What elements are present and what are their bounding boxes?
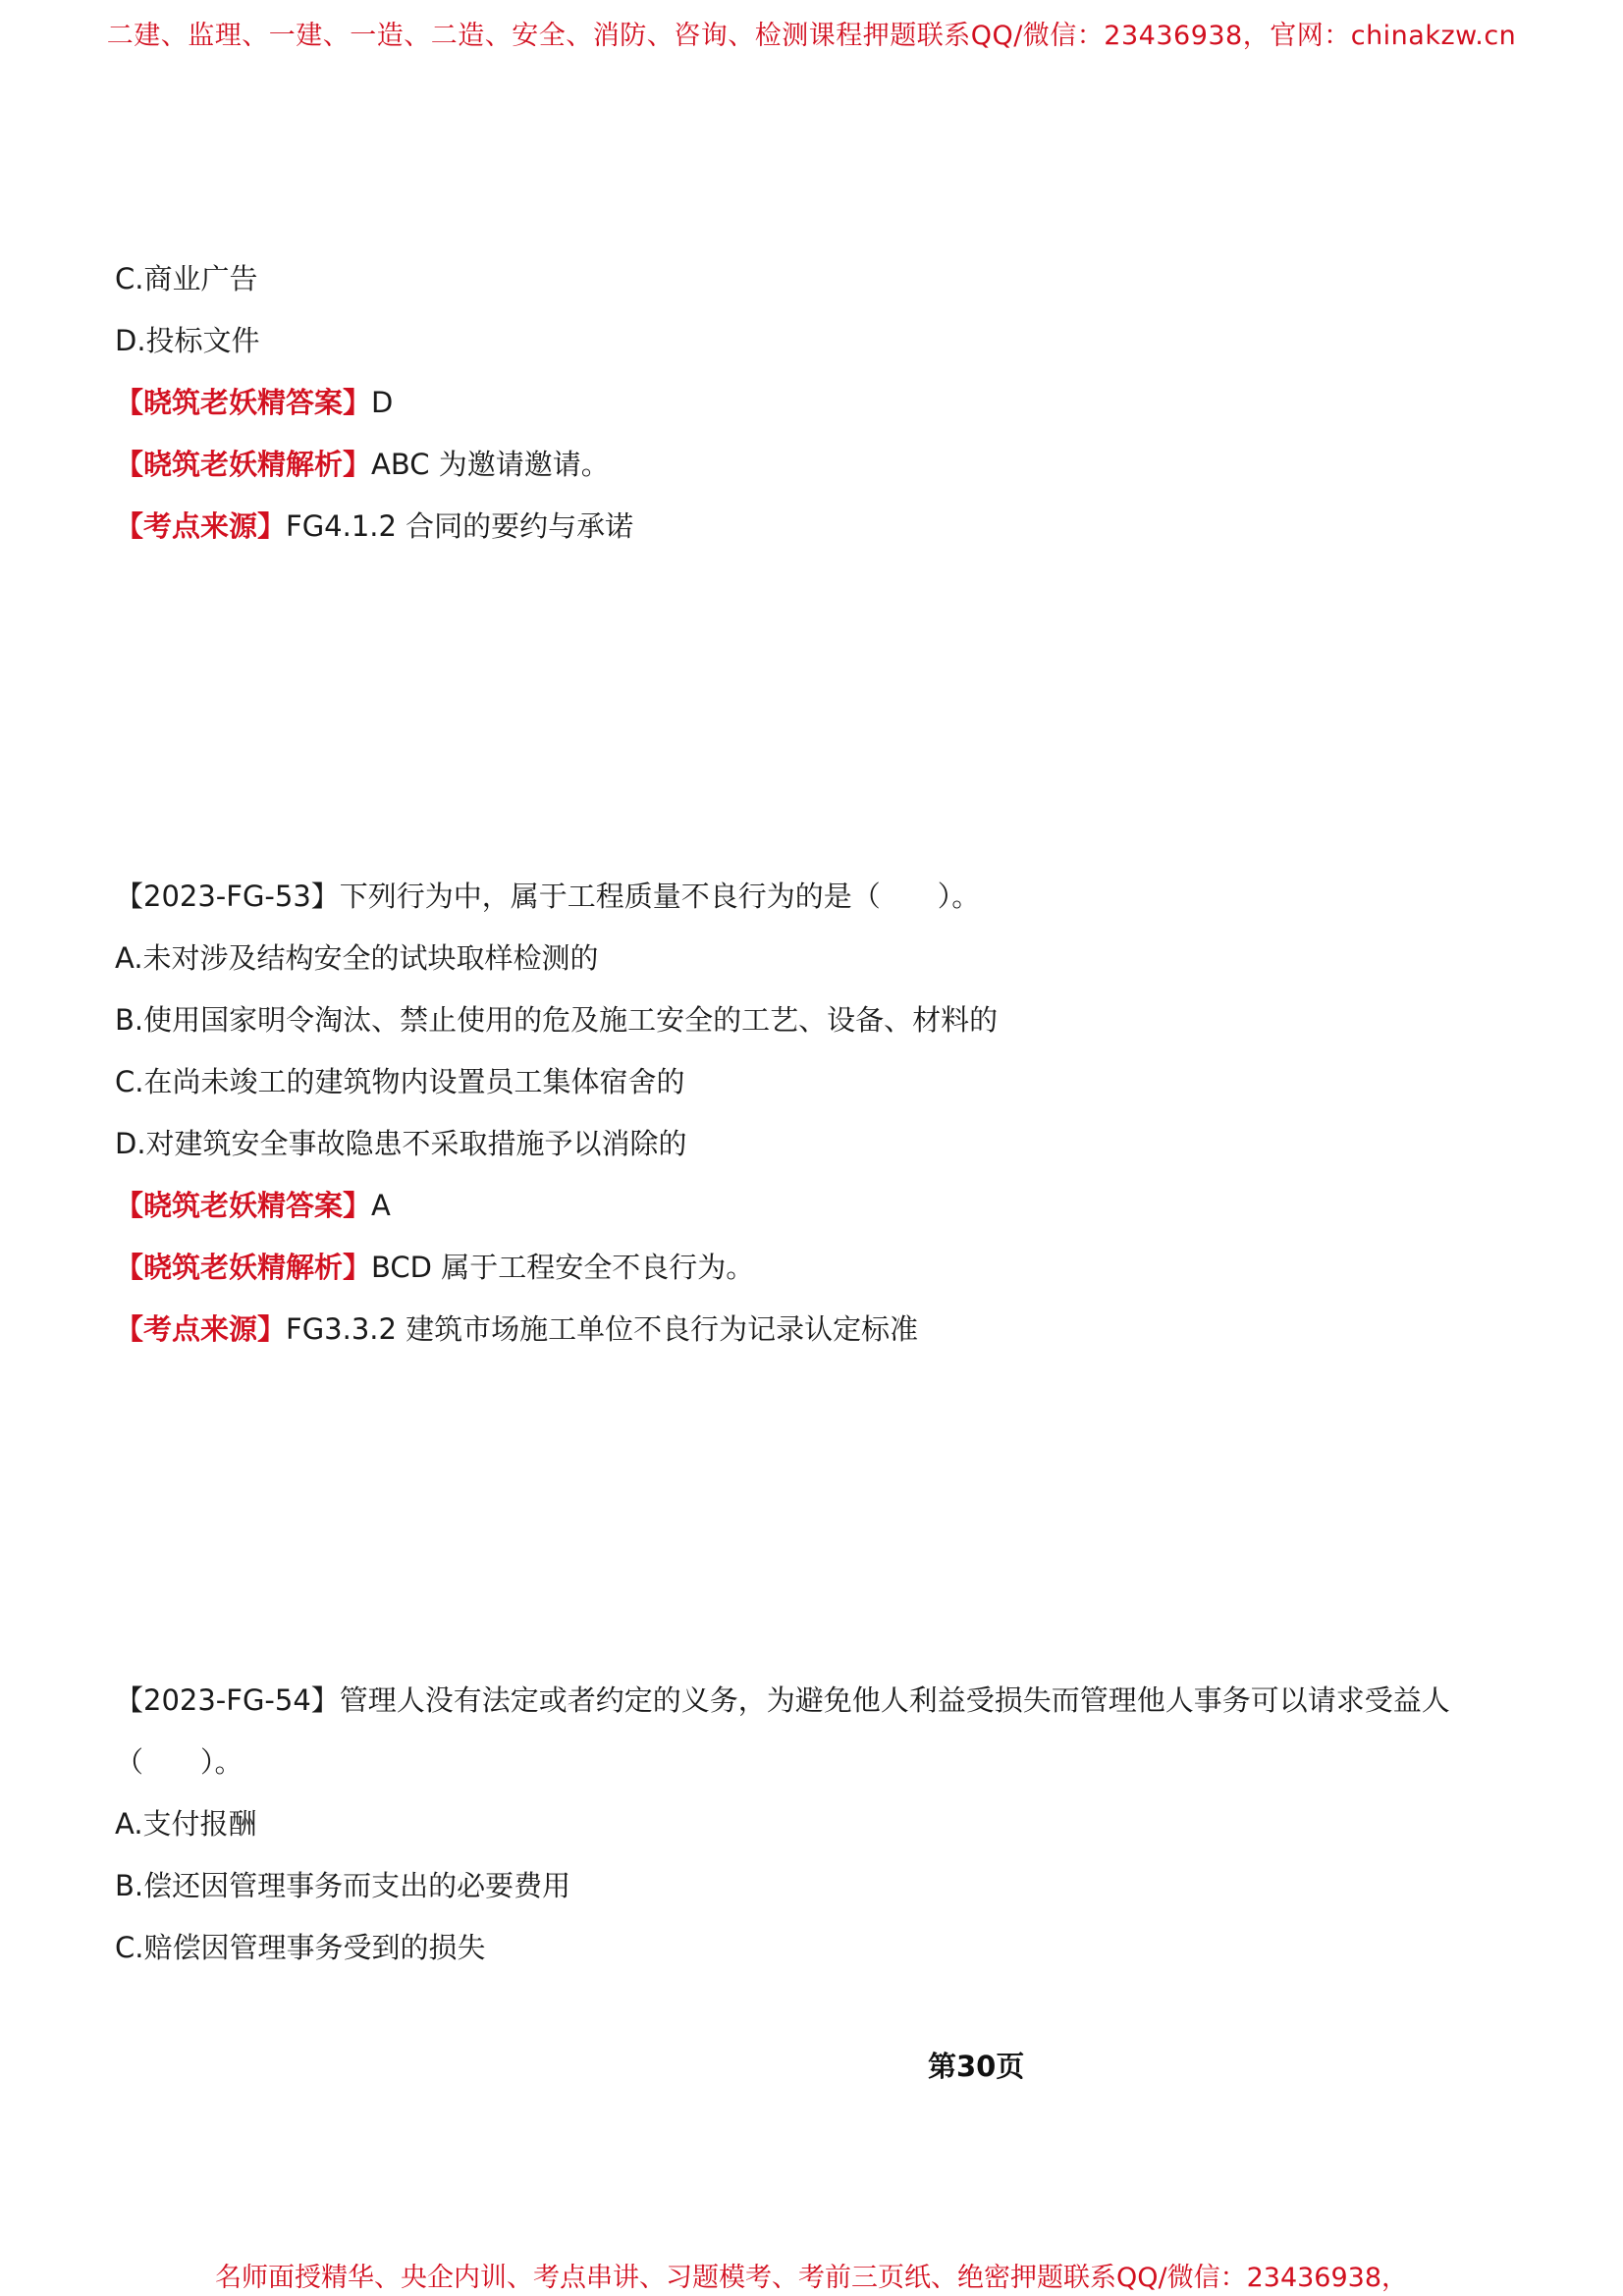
q52-analysis-line [115, 447, 610, 482]
q52-option-d: D.投标文件 [115, 324, 260, 357]
q52-option-c: C.商业广告 [115, 262, 258, 295]
q53-answer-line [115, 1188, 391, 1223]
source-value: FG4.1.2 合同的要约与承诺 [286, 509, 634, 543]
analysis-label: 【晓筑老妖精解析】 [115, 448, 372, 481]
q54-stem-line1: 【2023-FG-54】管理人没有法定或者约定的义务，为避免他人利益受损失而管理他人事务可以请求受益人 [115, 1683, 1450, 1717]
q52-source-line [115, 508, 633, 544]
footer-banner: 名师面授精华、央企内训、考点串讲、习题模考、考前三页纸、绝密押题联系QQ/微信：23436938， [214, 2263, 1409, 2293]
answer-label: 【晓筑老妖精答案】 [115, 386, 372, 419]
q53-option-a: A.未对涉及结构安全的试块取样检测的 [115, 941, 599, 975]
q53-option-b: B.使用国家明令淘汰、禁止使用的危及施工安全的工艺、设备、材料的 [115, 1003, 999, 1037]
q53-analysis-line [115, 1250, 754, 1285]
q54-stem-line2: （ ）。 [115, 1745, 243, 1779]
q53-option-d: D.对建筑安全事故隐患不采取措施予以消除的 [115, 1127, 687, 1160]
answer-value: D [371, 386, 394, 419]
page-number: 第30页 [928, 2050, 1025, 2083]
q54-option-c: C.赔偿因管理事务受到的损失 [115, 1931, 486, 1964]
source-label: 【考点来源】 [115, 1312, 287, 1346]
source-label: 【考点来源】 [115, 509, 287, 543]
answer-value: A [371, 1189, 391, 1222]
q53-source-line [115, 1311, 918, 1347]
analysis-value: ABC 为邀请邀请。 [371, 448, 610, 481]
analysis-label: 【晓筑老妖精解析】 [115, 1251, 372, 1284]
analysis-value: BCD 属于工程安全不良行为。 [371, 1251, 755, 1284]
q53-option-c: C.在尚未竣工的建筑物内设置员工集体宿舍的 [115, 1065, 685, 1098]
q52-answer-line [115, 385, 393, 420]
q54-option-a: A.支付报酬 [115, 1807, 257, 1841]
q53-stem: 【2023-FG-53】下列行为中，属于工程质量不良行为的是（ ）。 [115, 880, 981, 913]
source-value: FG3.3.2 建筑市场施工单位不良行为记录认定标准 [286, 1312, 919, 1346]
q54-option-b: B.偿还因管理事务而支出的必要费用 [115, 1869, 571, 1902]
header-banner: 二建、监理、一建、一造、二造、安全、消防、咨询、检测课程押题联系QQ/微信：23436938，官网：chinakzw.cn [106, 21, 1517, 51]
answer-label: 【晓筑老妖精答案】 [115, 1189, 372, 1222]
